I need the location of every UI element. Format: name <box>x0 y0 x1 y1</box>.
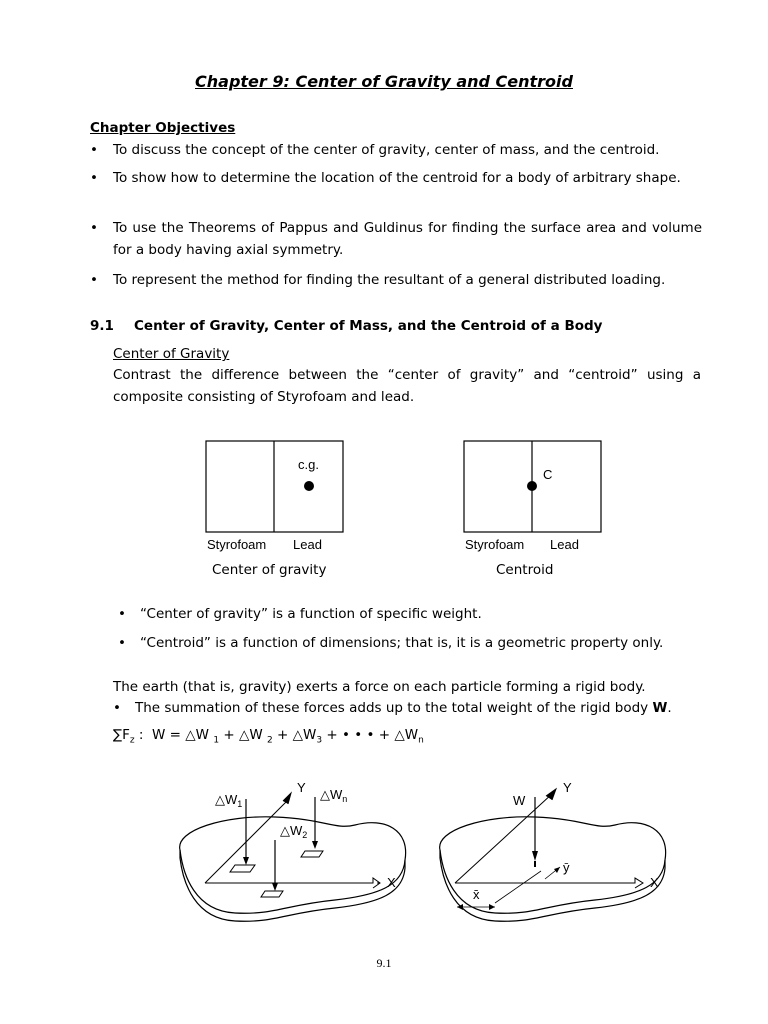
objective-text: To show how to determine the location of the centroid for a body of arbitrary shape. <box>113 170 681 186</box>
subheading: Center of Gravity <box>113 346 230 362</box>
page-number: 9.1 <box>376 956 392 970</box>
bullet-icon: • <box>90 220 98 236</box>
centroid-point <box>527 481 537 491</box>
definition-item <box>118 633 703 654</box>
section-heading <box>90 318 602 334</box>
objective-text: To discuss the concept of the center of gravity, center of mass, and the centroid. <box>113 142 660 158</box>
y-axis-label: Y <box>297 780 306 795</box>
bullet-icon: • <box>90 142 98 158</box>
objective-text: To use the Theorems of Pappus and Guldinus for finding the surface area and volume for a body having axial symmetry. <box>113 220 702 258</box>
summation-text: The summation of these forces adds up to the total weight of the rigid body W. <box>135 700 672 716</box>
definition-text: “Center of gravity” is a function of specific weight. <box>140 606 482 622</box>
weight-formula: $\sum F_z$ : W = △W $_1$ + △W $_2 + \triangle W_3$ + • • • + $\triangle W_n$ <box>113 727 424 746</box>
bullet-icon: • <box>90 170 98 186</box>
page-title: Chapter 9: Center of Gravity and Centroid <box>195 72 573 91</box>
section-title: Center of Gravity, Center of Mass, and the Centroid of a Body <box>134 318 603 334</box>
bullet-icon: • <box>118 606 126 622</box>
objective-item <box>90 168 702 190</box>
intro-paragraph: Contrast the difference between the “center of gravity” and “centroid” using a composite consisting of Styrofoam and lead. <box>113 367 701 405</box>
objective-item <box>90 218 702 261</box>
dw1-label: $\triangle W_1$ <box>215 792 243 809</box>
weight-symbol: W <box>652 700 668 716</box>
composite-figure <box>180 432 630 582</box>
definition-text: “Centroid” is a function of dimensions; that is, it is a geometric property only. <box>140 635 664 651</box>
section-number: 9.1 <box>90 318 114 334</box>
styrofoam-label: Styrofoam <box>465 537 525 552</box>
body-particles-diagram <box>180 780 406 921</box>
y-axis-label: Y <box>563 780 572 795</box>
cg-label: c.g. <box>298 457 319 472</box>
bullet-icon: • <box>118 635 126 651</box>
bullet-icon: • <box>113 700 121 716</box>
centroid-label: C <box>543 467 553 482</box>
w-label: W <box>513 793 526 808</box>
x-axis-label: X <box>387 875 396 890</box>
summation-item <box>113 698 703 719</box>
objective-text: To represent the method for finding the resultant of a general distributed loading. <box>113 272 666 288</box>
objectives-heading: Chapter Objectives <box>90 120 236 136</box>
objective-item <box>90 140 702 162</box>
objective-item <box>90 270 702 292</box>
bullet-icon: • <box>90 272 98 288</box>
weight-distribution-figure <box>165 775 685 935</box>
figure-caption: Center of gravity <box>212 562 327 578</box>
lead-label: Lead <box>293 537 322 552</box>
dw2-label: $\triangle W_2$ <box>280 823 308 840</box>
xbar-label: x̄ <box>473 887 480 902</box>
resultant-weight-diagram <box>440 780 666 921</box>
definition-item <box>118 604 703 625</box>
styrofoam-label: Styrofoam <box>207 537 267 552</box>
lead-label: Lead <box>550 537 579 552</box>
ybar-label: ȳ <box>563 860 570 875</box>
cg-point <box>304 481 314 491</box>
figure-caption: Centroid <box>496 562 554 578</box>
gravity-paragraph: The earth (that is, gravity) exerts a force on each particle forming a rigid body. <box>113 679 646 695</box>
dwn-label: $\triangle W_n$ <box>320 787 348 804</box>
x-axis-label: X <box>650 875 659 890</box>
